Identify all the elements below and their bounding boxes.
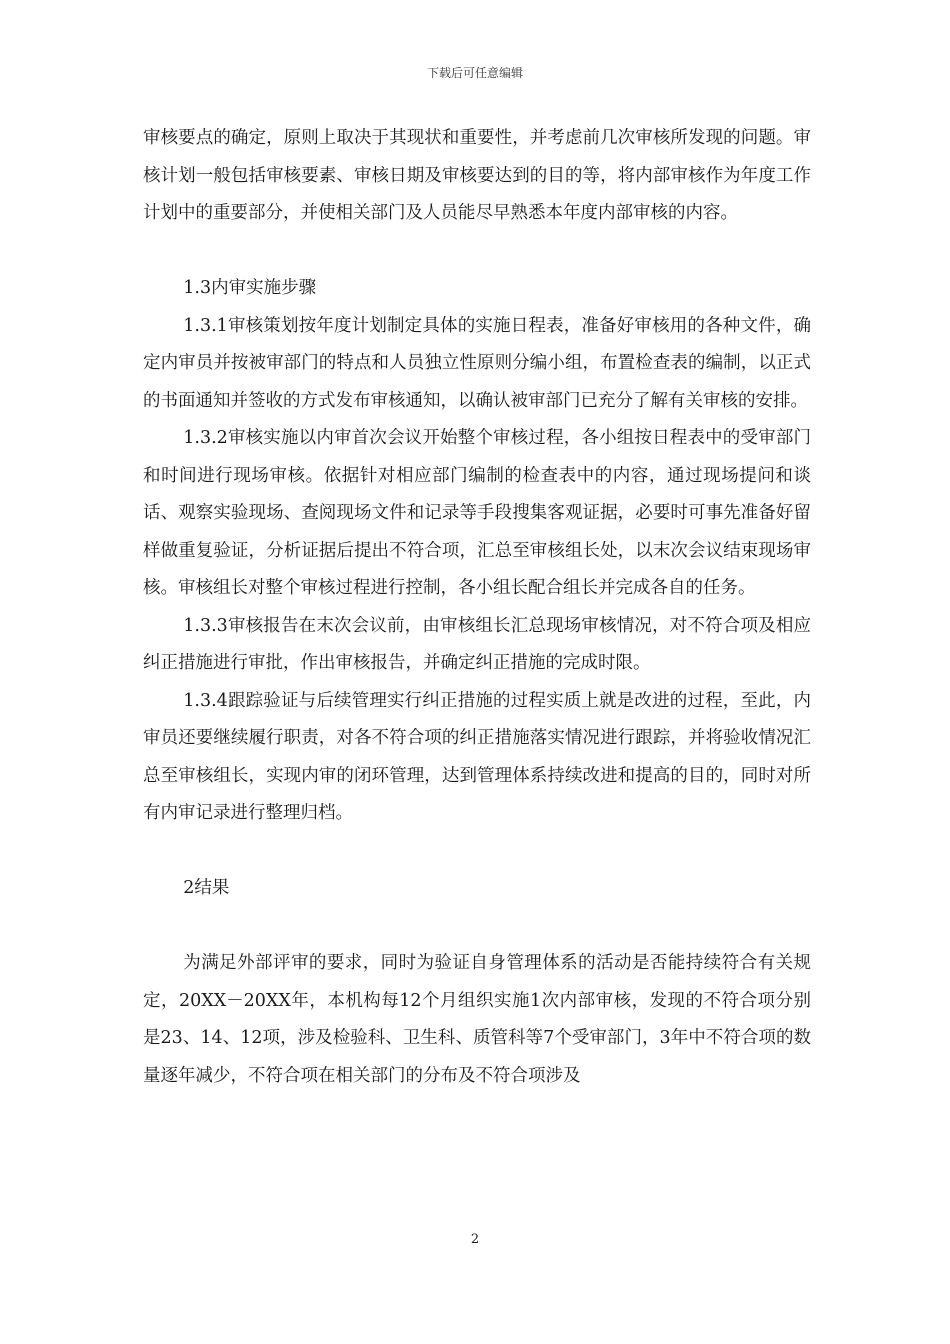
spacer: [143, 233, 811, 271]
section-heading-1-3: 1.3内审实施步骤: [183, 278, 317, 298]
section-heading-2: 2结果: [183, 878, 230, 898]
spacer: [143, 833, 811, 871]
paragraph-audit-points: 审核要点的确定，原则上取决于其现状和重要性，并考虑前几次审核所发现的问题。审核计划一般包括审核要素、审核日期及审核要达到的目的等，将内部审核作为年度工作计划中的重要部分，并使相关部门及人员能尽早熟悉本年度内部审核的内容。: [143, 128, 811, 223]
paragraph-1-3-4: 1.3.4跟踪验证与后续管理实行纠正措施的过程实质上就是改进的过程，至此，内审员还要继续履行职责，对各不符合项的纠正措施落实情况进行跟踪，并将验收情况汇总至审核组长，实现内审的闭环管理，达到管理体系持续改进和提高的目的，同时对所有内审记录进行整理归档。: [143, 690, 811, 823]
page-number: 2: [470, 1232, 480, 1247]
paragraph-1-3-1: 1.3.1审核策划按年度计划制定具体的实施日程表，准备好审核用的各种文件，确定内审员并按被审部门的特点和人员独立性原则分编小组，布置检查表的编制，以正式的书面通知并签收的方式发布审核通知，以确认被审部门已充分了解有关审核的安排。: [143, 315, 811, 411]
spacer: [143, 908, 811, 946]
page-header-note: 下载后可任意编辑: [426, 66, 523, 80]
paragraph-1-3-2: 1.3.2审核实施以内审首次会议开始整个审核过程，各小组按日程表中的受审部门和时间进行现场审核。依据针对相应部门编制的检查表中的内容，通过现场提问和谈话、观察实验现场、查阅现场文件和记录等手段搜集客观证据，必要时可事先准备好留样做重复验证，分析证据后提出不符合项，汇总至审核组长处，以末次会议结束现场审核。审核组长对整个审核过程进行控制，各小组长配合组长并完成各自的任务。: [143, 428, 811, 598]
paragraph-1-3-3: 1.3.3审核报告在末次会议前，由审核组长汇总现场审核情况，对不符合项及相应纠正措施进行审批，作出审核报告，并确定纠正措施的完成时限。: [143, 615, 811, 673]
document-body: [143, 120, 811, 1095]
paragraph-results: 为满足外部评审的要求，同时为验证自身管理体系的活动是否能持续符合有关规定，20XX－20XX年，本机构每12个月组织实施1次内部审核，发现的不符合项分别是23、14、12项，涉及检验科、卫生科、质管科等7个受审部门，3年中不符合项的数量逐年减少，不符合项在相关部门的分布及不符合项涉及: [143, 953, 811, 1086]
